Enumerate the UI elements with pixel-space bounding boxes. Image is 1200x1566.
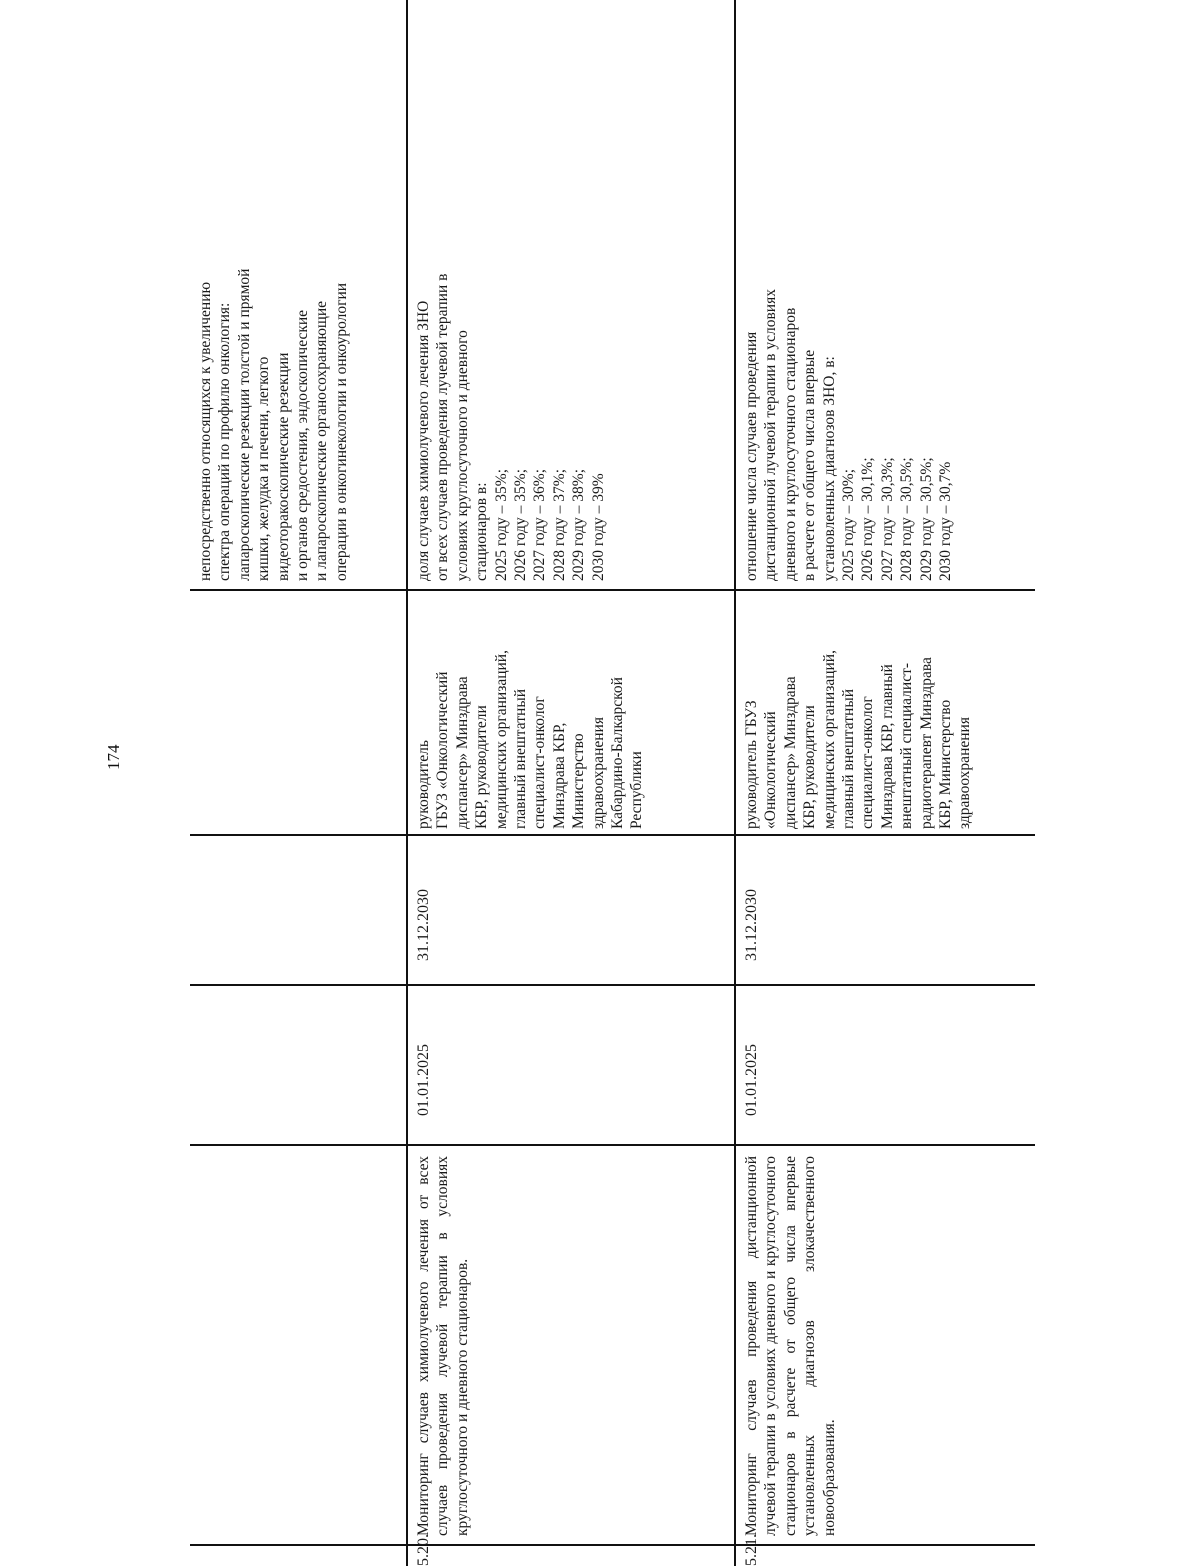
text-line: Минздрава КБР, главный [878, 664, 896, 829]
text-line: специалист-онколог [859, 696, 877, 829]
text-line: операции в онкогинекологии и онкоурологии [332, 282, 350, 581]
text-line: от всех случаев проведения лучевой терапии в [434, 273, 452, 581]
text-line: стационаров в: [473, 482, 491, 581]
text-line: условиях круглосуточного и дневного [453, 330, 471, 581]
start-date: 01.01.2025 [743, 1044, 760, 1116]
start-date: 01.01.2025 [415, 1044, 432, 1116]
text-line: медицинских организаций, [492, 650, 510, 829]
text-line: внештатный специалист- [898, 662, 916, 829]
text-line: «Онкологический [762, 711, 780, 829]
text-line: дневного и круглосуточного стационаров [781, 307, 799, 581]
text-line: главный внештатный [840, 688, 858, 829]
row-number: 5.21. [743, 1534, 760, 1566]
text-line: в расчете от общего числа впервые [801, 349, 819, 581]
text-line: 2030 году – 30,7% [937, 461, 955, 581]
text-line: и лапароскопические органосохраняющие [313, 300, 331, 581]
text-line: и органов средостения, эндоскопические [294, 309, 312, 581]
text-line: 2026 году – 30,1%; [859, 457, 877, 581]
text-line: Республики [628, 751, 646, 829]
text-line: 2028 году – 30,5%; [898, 457, 916, 581]
text-line: КБР, Министерство [937, 699, 955, 829]
text-line: дистанционной лучевой терапии в условиях [762, 289, 780, 581]
page-number: 174 [104, 744, 123, 770]
column-divider [190, 1144, 1035, 1146]
text-line: Кабардино-Балкарской [609, 677, 627, 829]
text-line: 2030 году – 39% [589, 473, 607, 581]
text-line: видеоторакоскопические резекции [274, 352, 292, 581]
text-line: ГБУЗ «Онкологический [434, 671, 452, 829]
text-line: 2026 году – 35%; [512, 468, 530, 581]
text-line: специалист-онколог [531, 696, 549, 829]
text-line: 2025 году – 35%; [492, 468, 510, 581]
text-line: медицинских организаций, [820, 650, 838, 829]
event-cell: Мониторинг случаев проведения дистанционной лучевой терапии в условиях дневного и круглосуточного стационаров в расчете от общего числа впервые установленных диагнозов злокачественного новообразования. [743, 1156, 838, 1536]
column-divider [190, 589, 1035, 591]
responsible-cell [414, 594, 647, 829]
text-line: 2027 году – 30,3%; [878, 457, 896, 581]
end-date: 31.12.2030 [743, 889, 760, 961]
text-line: здравоохранения [589, 717, 607, 829]
text-line: отношение числа случаев проведения [743, 331, 760, 581]
text-line: главный внештатный [512, 688, 530, 829]
text-line: диспансер» Минздрава [453, 676, 471, 829]
indicator-cell [414, 6, 608, 581]
column-divider [190, 834, 1035, 836]
text-line: руководитель [415, 740, 432, 829]
event-cell: Мониторинг случаев химиолучевого лечения от всех случаев проведения лучевой терапии в условиях круглосуточного и дневного стационаров. [415, 1156, 471, 1536]
row-divider [734, 0, 736, 1566]
text-line: непосредственно относящихся к увеличению [197, 281, 214, 581]
text-line: лапароскопические резекции толстой и прямой [235, 268, 253, 581]
text-line: 2027 году – 36%; [531, 468, 549, 581]
measures-table [190, 0, 1035, 1566]
column-divider [190, 984, 1035, 986]
column-divider [190, 1544, 1035, 1546]
text-line: 2029 году – 30,5%; [917, 457, 935, 581]
text-line: руководитель ГБУЗ [743, 700, 760, 829]
text-line: установленных диагнозов ЗНО, в: [820, 356, 838, 581]
text-line: 2029 году – 38%; [570, 468, 588, 581]
text-line: КБР, руководители [801, 705, 819, 829]
text-line: доля случаев химиолучевого лечения ЗНО [415, 300, 432, 581]
text-line: диспансер» Минздрава [781, 676, 799, 829]
text-line: радиотерапевт Минздрава [917, 657, 935, 829]
continued-indicator-cell [196, 56, 351, 581]
row-number: 5.20. [415, 1534, 432, 1566]
responsible-cell [742, 594, 975, 829]
text-line: КБР, руководители [473, 705, 491, 829]
indicator-cell [742, 6, 955, 581]
text-line: спектра операций по профилю онкология: [216, 302, 234, 581]
text-line: кишки, желудка и печени, легкого [255, 356, 273, 581]
row-divider [406, 0, 408, 1566]
end-date: 31.12.2030 [415, 889, 432, 961]
text-line: Минздрава КБР, [550, 722, 568, 829]
text-line: 2025 году – 30%; [840, 468, 858, 581]
text-line: здравоохранения [956, 717, 974, 829]
text-line: Министерство [570, 733, 588, 829]
text-line: 2028 году – 37%; [550, 468, 568, 581]
